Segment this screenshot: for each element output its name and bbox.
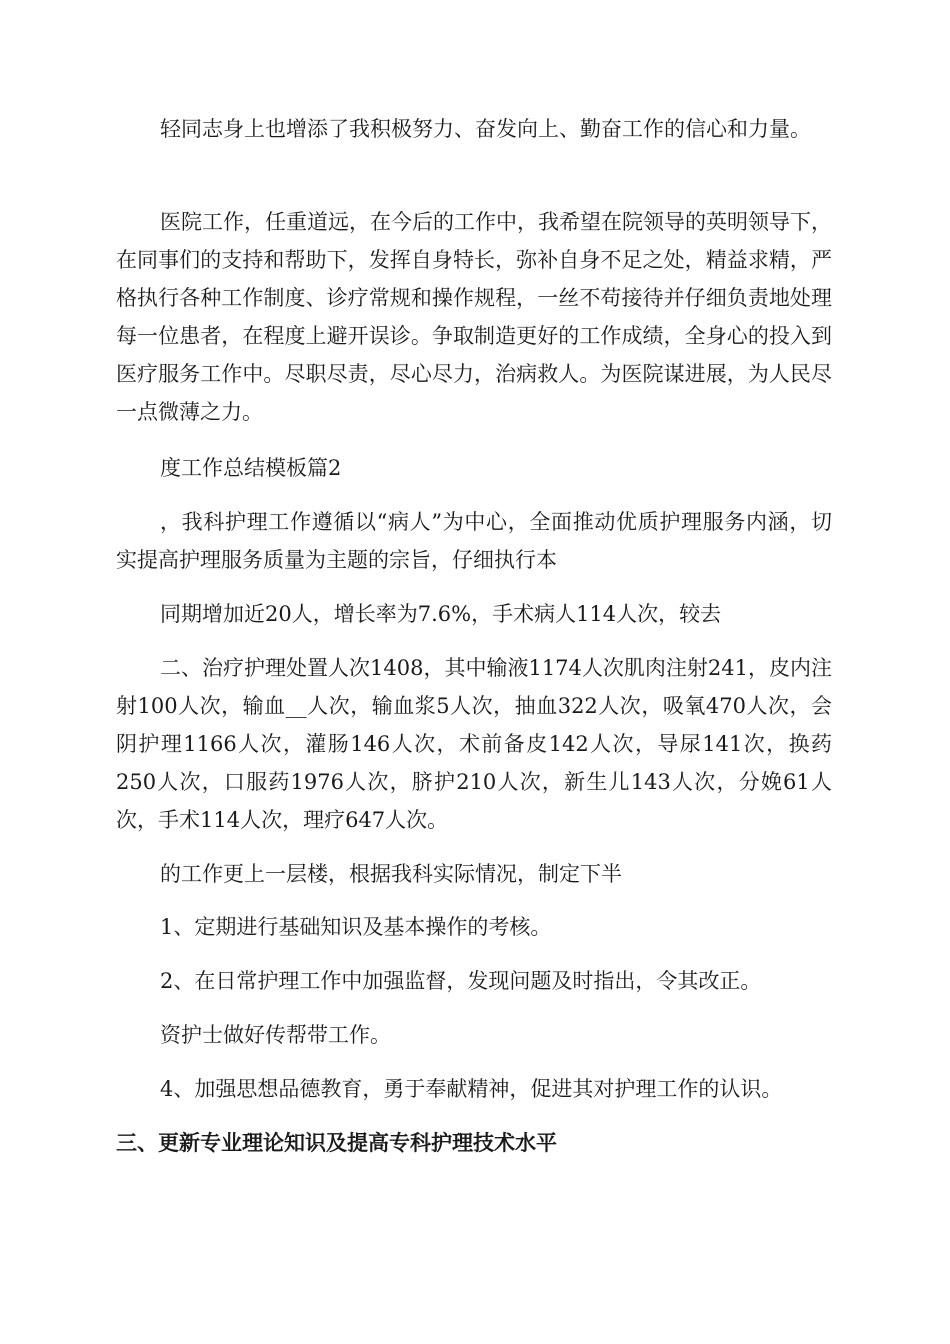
paragraph-10: 资护士做好传帮带工作。 [160, 1023, 391, 1047]
paragraph-3: 度工作总结模板篇2 [160, 456, 342, 480]
paragraph-2: 医院工作，任重道远，在今后的工作中，我希望在院领导的英明领导下，在同事们的支持和帮助下，发挥自身特长，弥补自身不足之处，精益求精，严格执行各种工作制度、诊疗常规和操作规程，一丝不苟接待并仔细负责地处理每一位患者，在程度上避开误诊。争取制造更好的工作成绩，全身心的投入到医疗服务工作中。尽职尽责，尽心尽力，治病救人。为医院谋进展，为人民尽一点微薄之力。 [116, 210, 832, 424]
section-heading: 三、更新专业理论知识及提高专科护理技术水平 [116, 1130, 557, 1155]
paragraph-6: 二、治疗护理处置人次1408，其中输液1174人次肌肉注射241，皮内注射100人次，输血__人次，输血浆5人次，抽血322人次，吸氧470人次，会阴护理1166人次，灌肠146人次，术前备皮142人次，导尿141次，换药250人次，口服药1976人次，脐护210人次，新生儿143人次，分娩61人次，手术114人次，理疗647人次。 [116, 656, 832, 832]
paragraph-1: 轻同志身上也增添了我积极努力、奋发向上、勤奋工作的信心和力量。 [160, 117, 811, 141]
paragraph-5: 同期增加近20人，增长率为7.6%，手术病人114人次，较去 [160, 602, 722, 626]
paragraph-4: ，我科护理工作遵循以“病人”为中心，全面推动优质护理服务内涵，切实提高护理服务质量为主题的宗旨，仔细执行本 [116, 510, 832, 572]
paragraph-11: 4、加强思想品德教育，勇于奉献精神，促进其对护理工作的认识。 [160, 1077, 783, 1101]
paragraph-7: 的工作更上一层楼，根据我科实际情况，制定下半 [160, 862, 622, 886]
paragraph-8: 1、定期进行基础知识及基本操作的考核。 [160, 915, 552, 939]
paragraph-9: 2、在日常护理工作中加强监督，发现问题及时指出，令其改正。 [160, 969, 762, 993]
